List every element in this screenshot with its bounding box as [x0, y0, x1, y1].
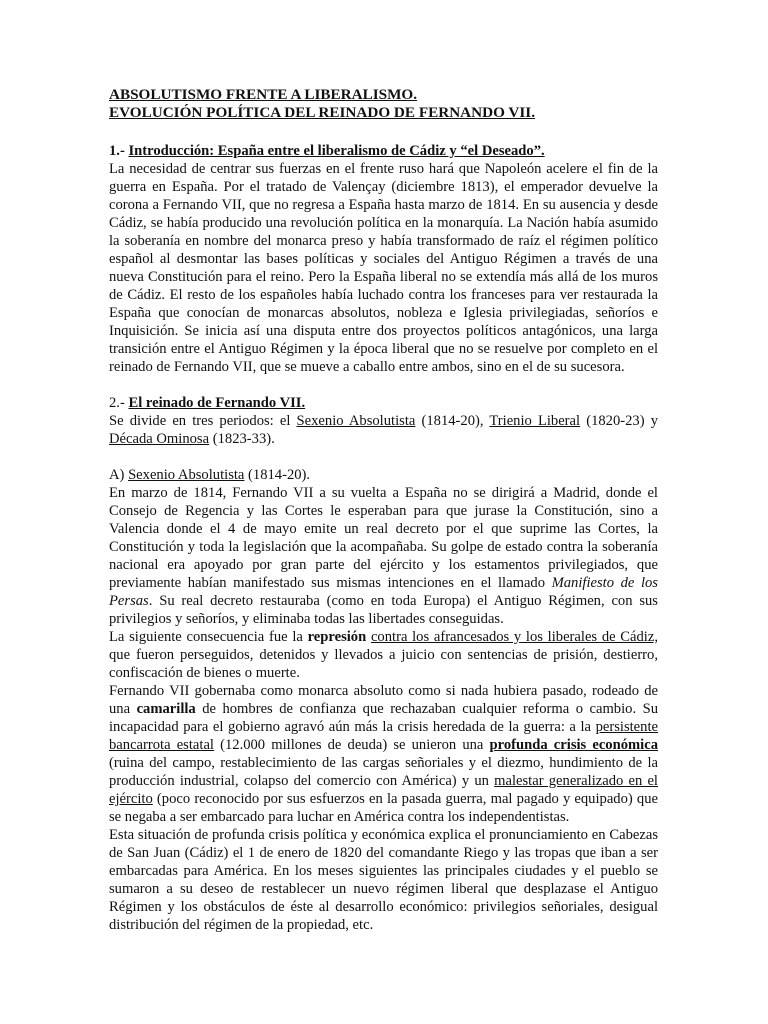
title-line-2: EVOLUCIÓN POLÍTICA DEL REINADO DE FERNANDO VII. [109, 104, 535, 121]
spacer [109, 376, 658, 394]
subsection-a-paragraph-3 [109, 682, 658, 826]
period-trienio: Trienio Liberal [489, 413, 581, 429]
subsection-a-title: Sexenio Absolutista [128, 467, 245, 483]
text-run: (12.000 millones de deuda) se unieron una [213, 737, 490, 753]
text-run: . Su real decreto restauraba (como en toda Europa) el Antiguo Régimen, con sus privilegios y señoríos, y eliminaba todas las libertades conseguidas. [109, 593, 658, 627]
emphasis-malestar-ejercito: malestar generalizado en el ejército [109, 773, 658, 807]
period-decada: Década Ominosa [109, 431, 210, 447]
subsection-a-paragraph-1 [109, 484, 658, 628]
section-1-paragraph: La necesidad de centrar sus fuerzas en el frente ruso hará que Napoleón acelere el fin de la guerra en España. Por el tratado de Valençay (diciembre 1813), el emperador devuelve la corona a Fernando VII, que no regresa a España hasta marzo de 1814. En su ausencia y desde Cádiz, se había producido una revolución política en la monarquía. La Nación había asumido la soberanía en nombre del monarca preso y había transformado de raíz el régimen político español al desmontar las bases políticas y sociales del Antiguo Régimen a través de una nueva Constitución para el reino. Pero la España liberal no se extendía más allá de los muros de Cádiz. El resto de los españoles había luchado contra los franceses para ver restaurada la España que conocían de monarcas absolutos, nobleza e Iglesia privilegiadas, señoríos e Inquisición. Se inicia así una disputa entre dos proyectos políticos antagónicos, una larga transición entre el Antiguo Régimen y la época liberal que no se resuelve por completo en el reinado de Fernando VII, que se mueve a caballo entre ambos, sino en el de su sucesora. [109, 161, 658, 375]
text-run: (1820-23) y [580, 413, 659, 429]
section-2-number: 2.- [109, 395, 129, 411]
text-run: La siguiente consecuencia fue la [109, 629, 308, 645]
section-2-intro [109, 412, 658, 448]
text-run: En marzo de 1814, Fernando VII a su vuelta a España no se dirigirá a Madrid, donde el Consejo de Regencia y las Cortes le esperaban para que jurase la Constitución, sino a Valencia donde el 4 de mayo emite un real decreto por el que suprime las Cortes, la Constitución y toda la legislación que la acompañaba. Su golpe de estado contra la soberanía nacional era apoyado por gran parte del ejército y los estamentos privilegiados, que previamente habían manifestado sus mismas intenciones en el llamado [109, 485, 658, 591]
text-run: (1823-33). [209, 431, 275, 447]
section-1-number: 1.- [109, 143, 129, 159]
text-run: (1814-20), [415, 413, 490, 429]
section-2-title: El reinado de Fernando VII. [128, 395, 306, 411]
text-run: de hombres de confianza que rechazaban cualquier reforma o cambio. Su incapacidad para el gobierno agravó aún más la crisis heredada de la guerra: a la [109, 701, 658, 735]
text-run: Se divide en tres periodos: el [109, 413, 297, 429]
subsection-a-heading [109, 466, 658, 484]
subsection-a-paragraph-4: Esta situación de profunda crisis política y económica explica el pronunciamiento en Cabezas de San Juan (Cádiz) el 1 de enero de 1820 del comandante Riego y las tropas que iban a ser embarcadas para América. En los meses siguientes las principales ciudades y el pueblo se sumaron a su deseo de restablecer un nuevo régimen liberal que desplazase el Antiguo Régimen y los obstáculos de éste al desarrollo económico: privilegios señoriales, desigual distribución del régimen de la propiedad, etc. [109, 827, 658, 933]
period-sexenio: Sexenio Absolutista [296, 413, 416, 429]
section-1-title: Introducción: España entre el liberalismo de Cádiz y “el Deseado”. [128, 143, 545, 159]
manifiesto-title: Manifiesto de los Persas [109, 575, 658, 609]
title-line-1: ABSOLUTISMO FRENTE A LIBERALISMO. [109, 86, 418, 103]
emphasis-bancarrota: persistente bancarrota estatal [109, 719, 658, 753]
emphasis-crisis-economica: profunda crisis económica [489, 737, 659, 753]
spacer [109, 448, 658, 466]
text-run: que fueron perseguidos, detenidos y llevados a juicio con sentencias de prisión, destierro, confiscación de bienes o muerte. [109, 647, 658, 681]
text-run: Fernando VII gobernaba como monarca absoluto como si nada hubiera pasado, rodeado de una [109, 683, 658, 717]
document-title [109, 86, 658, 122]
subsection-a-prefix: A) [109, 467, 129, 483]
emphasis-camarilla: camarilla [136, 701, 196, 717]
section-2-heading [109, 394, 658, 412]
emphasis-represion: represión [307, 629, 367, 645]
section-1-heading [109, 142, 658, 160]
text-run: (ruina del campo, restablecimiento de las cargas señoriales y el diezmo, hundimiento de la producción industrial, colapso del comercio con América) y un [109, 755, 658, 789]
document-page [109, 86, 658, 934]
subsection-a-dates: (1814-20). [244, 467, 311, 483]
emphasis-afrancesados: contra los afrancesados y los liberales de Cádiz, [370, 629, 658, 645]
text-run: (poco reconocido por sus esfuerzos en la pasada guerra, mal pagado y equipado) que se negaba a ser embarcado para luchar en América contra los independentistas. [109, 791, 658, 825]
subsection-a-paragraph-2 [109, 628, 658, 682]
